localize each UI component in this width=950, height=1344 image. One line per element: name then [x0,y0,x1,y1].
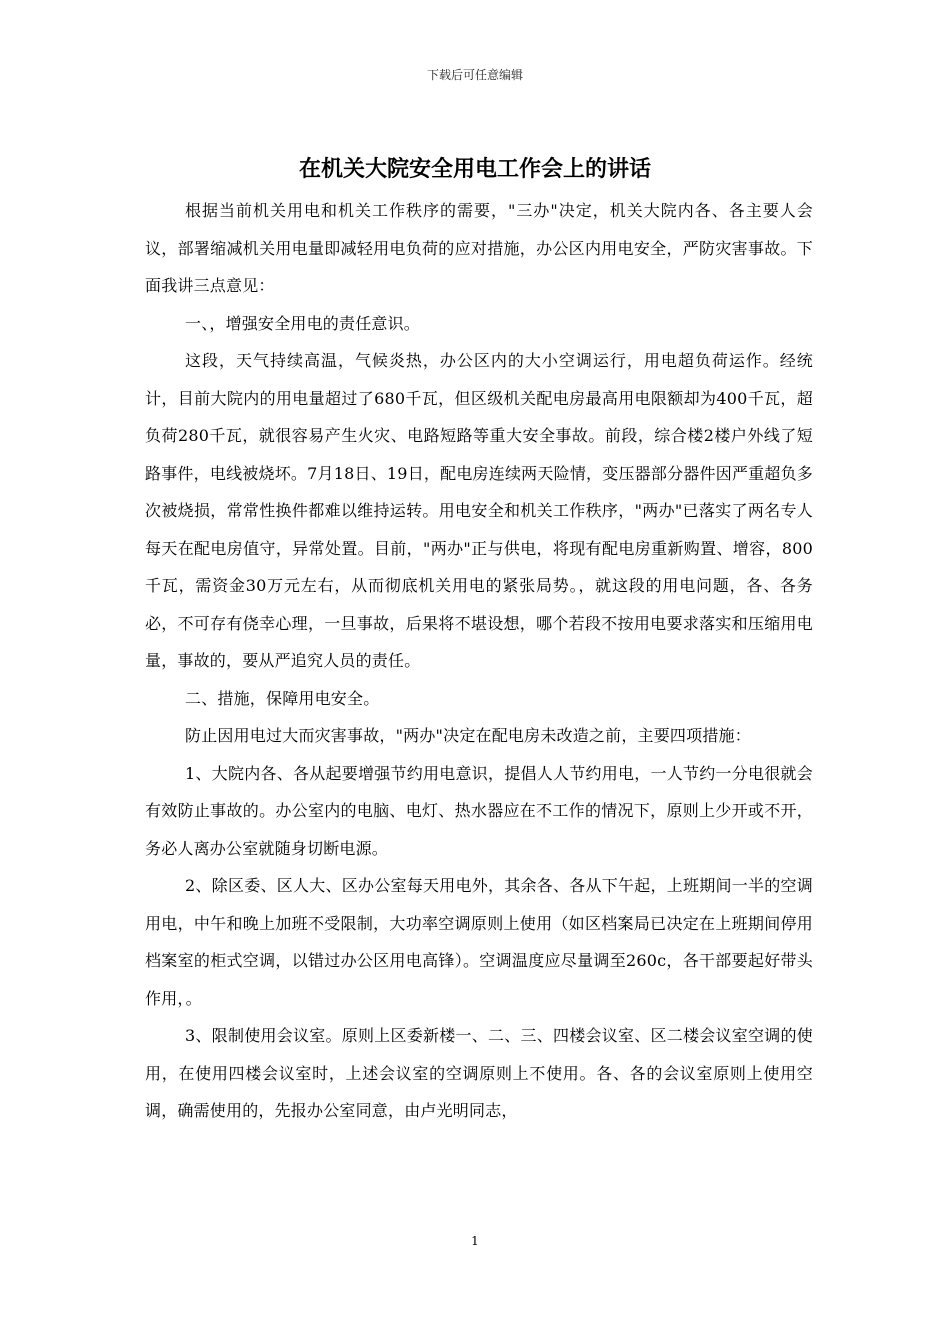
document-title: 在机关大院安全用电工作会上的讲话 [298,157,651,182]
page-header: 下载后可任意编辑 [426,68,523,82]
section-heading-2: 二、措施，保障用电安全。 [185,688,380,708]
document-body [145,192,813,1130]
paragraph-measure-2: 2、除区委、区人大、区办公室每天用电外，其余各、各从下午起，上班期间一半的空调用电，中午和晚上加班不受限制，大功率空调原则上使用（如区档案局已决定在上班期间停用档案室的柜式空调，以错过办公区用电高锋）。空调温度应尽量调至260c，各干部要起好带头作用，。 [145,876,813,1008]
paragraph-situation: 这段，天气持续高温，气候炎热，办公区内的大小空调运行，用电超负荷运作。经统计，目前大院内的用电量超过了680千瓦，但区级机关配电房最高用电限额却为400千瓦，超负荷280千瓦，就很容易产生火灾、电路短路等重大安全事故。前段，综合楼2楼户外线了短路事件，电线被烧坏。7月18日、19日，配电房连续两天险情，变压器部分器件因严重超负多次被烧损，常常性换件都难以维持运转。用电安全和机关工作秩序，"两办"已落实了两名专人每天在配电房值守，异常处置。目前，"两办"正与供电，将现有配电房重新购置、增容，800千瓦，需资金30万元左右，从而彻底机关用电的紧张局势。，就这段的用电问题，各、各务必，不可存有侥幸心理，一旦事故，后果将不堪设想，哪个若段不按用电要求落实和压缩用电量，事故的，要从严追究人员的责任。 [145,351,813,670]
paragraph-measure-1: 1、大院内各、各从起要增强节约用电意识，提倡人人节约用电，一人节约一分电很就会有效防止事故的。办公室内的电脑、电灯、热水器应在不工作的情况下，原则上少开或不开，务必人离办公室就随身切断电源。 [145,763,813,858]
section-heading-1: 一、，增强安全用电的责任意识。 [185,313,421,333]
paragraph-measures-intro: 防止因用电过大而灾害事故，"两办"决定在配电房未改造之前，主要四项措施： [185,726,751,745]
page-number: 1 [471,1234,479,1248]
paragraph-measure-3: 3、限制使用会议室。原则上区委新楼一、二、三、四楼会议室、区二楼会议室空调的使用，在使用四楼会议室时，上述会议室的空调原则上不使用。各、各的会议室原则上使用空调，确需使用的，先报办公室同意，由卢光明同志， [145,1026,813,1120]
paragraph-intro: 根据当前机关用电和机关工作秩序的需要，"三办"决定，机关大院内各、各主要人会议，部署缩减机关用电量即减轻用电负荷的应对措施，办公区内用电安全，严防灾害事故。下面我讲三点意见： [145,201,813,295]
